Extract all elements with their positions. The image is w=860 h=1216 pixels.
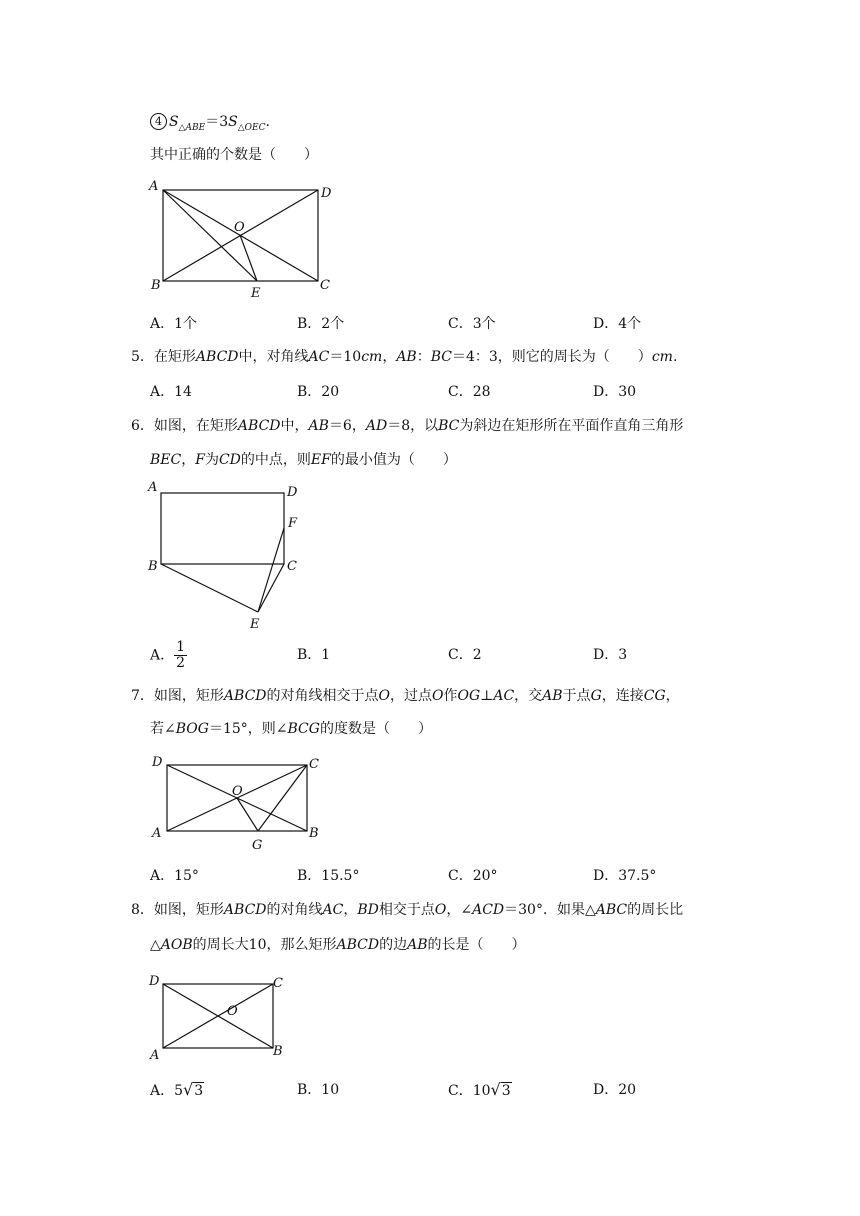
math-var: CD: [218, 452, 241, 468]
math-var: OG: [457, 688, 481, 704]
text: 相交于点: [378, 902, 435, 918]
text: 的周长比: [627, 902, 684, 918]
q5-options: [150, 382, 750, 404]
math-var: ABCD: [237, 418, 281, 434]
option-c[interactable]: C．28: [448, 384, 491, 400]
text: ，: [343, 902, 358, 918]
text: 的中点，则: [240, 452, 311, 468]
option-c[interactable]: C．20°: [448, 868, 498, 884]
label-o: O: [227, 1004, 238, 1019]
label-d: D: [149, 974, 160, 989]
segment-be: [161, 564, 258, 612]
math-var: ABCD: [336, 937, 380, 953]
text: 中，: [280, 418, 309, 434]
q7-figure: [140, 750, 340, 854]
text: ＝15°，则∠: [208, 721, 288, 737]
label-c: C: [287, 559, 297, 574]
label-e: E: [251, 286, 261, 301]
option-a[interactable]: A．14: [150, 384, 192, 400]
option-d[interactable]: D．37.5°: [593, 868, 657, 884]
q6-stem-line2: [150, 450, 457, 470]
q8-stem-line2: [150, 935, 526, 955]
label-d: D: [321, 186, 332, 201]
math-var: ABCD: [195, 349, 239, 365]
text: ，: [382, 349, 397, 365]
label-o: O: [232, 784, 243, 799]
math-var: F: [195, 452, 205, 468]
area-subscript: △ABE: [178, 123, 206, 133]
text: 中，对角线: [238, 349, 309, 365]
segment-oe: [240, 235, 257, 281]
area-subscript: △OEC: [237, 123, 266, 133]
text: ，交: [514, 688, 543, 704]
coefficient: 10: [472, 1083, 491, 1099]
label-o: O: [234, 220, 245, 235]
text: ＝30°．如果△: [504, 902, 596, 918]
math-var: O: [434, 902, 447, 918]
text: 的最小值为（ ）: [330, 452, 457, 468]
coefficient: 5: [174, 1083, 184, 1099]
text: ＝10: [329, 349, 362, 365]
math-var: AD: [365, 418, 388, 434]
option-b[interactable]: B．10: [297, 1082, 340, 1098]
math-var: BOG: [175, 721, 209, 737]
circled-number: 4: [150, 113, 167, 130]
label-g: G: [252, 838, 263, 853]
math-var: O: [432, 688, 444, 704]
q6-options: [150, 640, 750, 678]
fraction: [174, 640, 187, 671]
math-var: ABC: [595, 902, 628, 918]
segment-ae: [163, 190, 257, 281]
label-a: A: [152, 826, 162, 841]
unit: cm: [651, 349, 673, 365]
text: 如图，矩形: [153, 688, 224, 704]
q7-stem-line2: [150, 719, 432, 739]
unit: cm: [361, 349, 383, 365]
math-var: AB: [407, 937, 428, 953]
text: 在矩形: [153, 349, 196, 365]
q8-figure: [140, 970, 310, 1062]
label-d: D: [152, 755, 163, 770]
label-b: B: [273, 1044, 283, 1059]
question-number: 6．: [131, 418, 154, 434]
text: ：: [416, 349, 431, 365]
question-number: 8．: [131, 902, 154, 918]
math-var: AB: [308, 418, 329, 434]
math-var: AB: [542, 688, 563, 704]
label-d: D: [287, 485, 298, 500]
label-c: C: [320, 278, 330, 293]
label-c: C: [309, 757, 319, 772]
math-var: CG: [643, 688, 666, 704]
option-b[interactable]: B．20: [297, 384, 340, 400]
text: ，: [181, 452, 196, 468]
radical-icon: √: [490, 1080, 501, 1099]
period: .: [265, 114, 270, 130]
q5-stem: [131, 347, 677, 367]
text: 的长是（ ）: [427, 937, 526, 953]
label-b: B: [309, 826, 319, 841]
area-symbol: S: [169, 114, 179, 130]
text: ，∠: [446, 902, 473, 918]
text: 的度数是（ ）: [319, 721, 432, 737]
math-var: AB: [396, 349, 417, 365]
text: ＝4：3，则它的周长为（ ）: [451, 349, 652, 365]
option-c[interactable]: [448, 1080, 512, 1101]
math-var: ACD: [472, 902, 505, 918]
text: 如图，矩形: [153, 902, 224, 918]
math-var: AC: [322, 902, 344, 918]
math-var: ABCD: [223, 688, 267, 704]
text: 的周长大10，那么矩形: [192, 937, 337, 953]
option-c[interactable]: C．3个: [448, 316, 496, 332]
q4-figure: [140, 176, 340, 301]
text: 作: [443, 688, 458, 704]
text: 如图，在矩形: [153, 418, 238, 434]
option-d[interactable]: D．20: [593, 1082, 637, 1098]
option-b[interactable]: B．1: [297, 647, 331, 663]
math-var: BD: [357, 902, 379, 918]
numerator: 1: [176, 639, 186, 655]
math-var: AC: [308, 349, 330, 365]
text: ，连接: [601, 688, 644, 704]
text: 的对角线: [266, 902, 323, 918]
option-c-prefix: C．: [448, 1083, 473, 1099]
segment-cg: [258, 765, 307, 831]
text: 的对角线相交于点: [266, 688, 379, 704]
option-a[interactable]: A．15°: [150, 868, 199, 884]
text: △: [150, 937, 161, 953]
option-b[interactable]: B．15.5°: [297, 868, 360, 884]
denominator: 2: [176, 655, 186, 671]
radicand: 3: [501, 1083, 511, 1099]
math-var: BC: [430, 349, 452, 365]
label-b: B: [151, 278, 161, 293]
q7-options: [150, 866, 750, 888]
q7-stem-line1: [131, 686, 680, 706]
text: 为斜边在矩形所在平面作直角三角形: [459, 418, 684, 434]
q6-figure: [140, 476, 340, 634]
q8-stem-line1: [131, 900, 683, 920]
question-number: 7．: [131, 688, 154, 704]
option-d[interactable]: D．30: [593, 384, 637, 400]
text: 若∠: [150, 721, 176, 737]
option-a-prefix: A．: [150, 647, 175, 664]
radical-icon: √: [183, 1080, 194, 1099]
option-a[interactable]: [150, 1080, 204, 1101]
text: 为: [204, 452, 219, 468]
label-f: F: [288, 516, 298, 531]
text: ＝8，以: [387, 418, 439, 434]
q6-stem-line1: [131, 416, 683, 436]
option-c[interactable]: C．2: [448, 647, 482, 663]
label-a: A: [150, 1048, 160, 1063]
q4-statement-4: [150, 112, 270, 138]
label-a: A: [149, 179, 159, 194]
equals: ＝3: [205, 114, 229, 130]
math-var: ABCD: [223, 902, 267, 918]
math-var: AOB: [160, 937, 193, 953]
text: .: [672, 349, 678, 365]
label-e: E: [250, 617, 260, 632]
math-var: O: [378, 688, 391, 704]
q4-question: 其中正确的个数是（ ）: [150, 147, 318, 163]
square-root: [183, 1080, 204, 1101]
question-number: 5．: [131, 349, 154, 365]
math-var: BC: [438, 418, 460, 434]
option-d[interactable]: D．3: [593, 647, 628, 663]
math-var: BEC: [150, 452, 182, 468]
label-c: C: [273, 976, 283, 991]
option-b[interactable]: B．2个: [297, 316, 345, 332]
math-var: EF: [310, 452, 331, 468]
text: 于点: [562, 688, 591, 704]
radicand: 3: [194, 1083, 204, 1099]
option-a[interactable]: [150, 640, 187, 671]
label-a: A: [148, 480, 158, 495]
option-d[interactable]: D．4个: [593, 316, 642, 332]
label-b: B: [148, 559, 158, 574]
q8-options: [150, 1080, 750, 1102]
square-root: [491, 1080, 512, 1101]
q4-options: [150, 314, 750, 336]
math-var: G: [590, 688, 602, 704]
option-a[interactable]: A．1个: [150, 316, 198, 332]
text: ，: [665, 688, 680, 704]
text: ，过点: [390, 688, 433, 704]
text: ⊥: [480, 688, 494, 704]
text: 的边: [379, 937, 408, 953]
option-a-prefix: A．: [150, 1083, 175, 1099]
text: ＝6，: [328, 418, 366, 434]
area-symbol: S: [228, 114, 238, 130]
math-var: AC: [493, 688, 515, 704]
math-var: BCG: [287, 721, 320, 737]
rectangle: [161, 493, 284, 564]
